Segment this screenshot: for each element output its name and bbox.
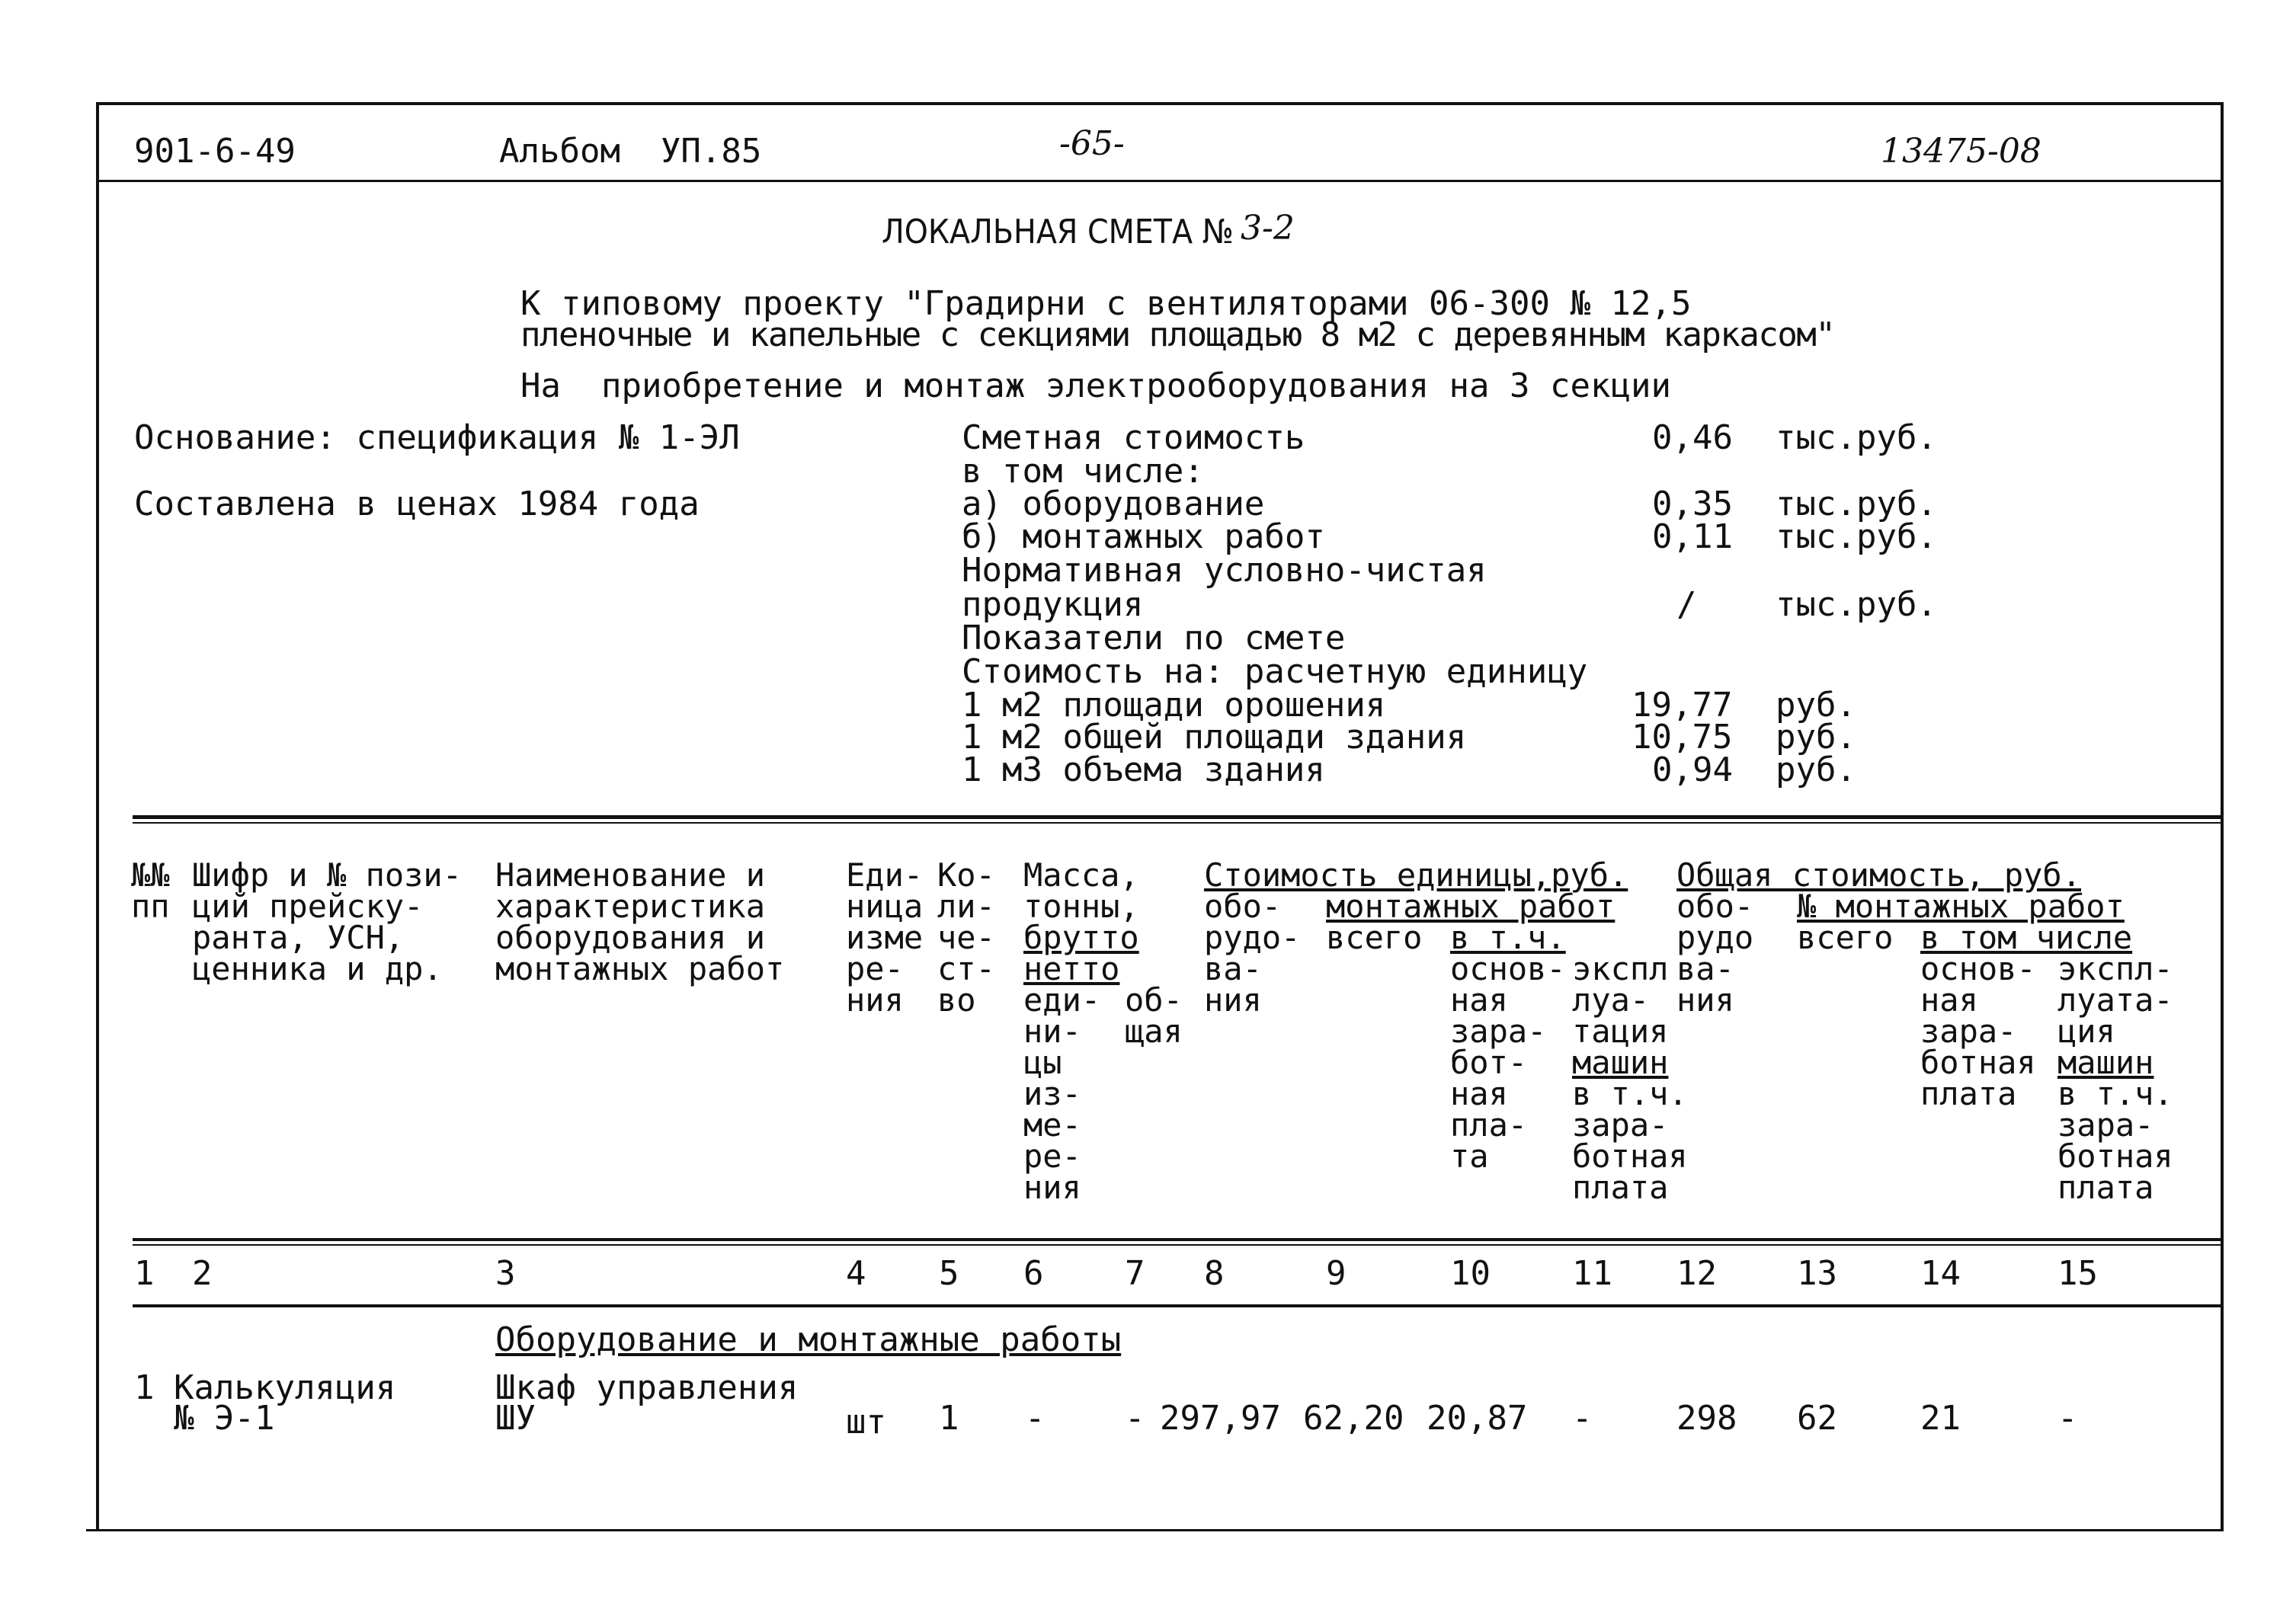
doc-code: 901-6-49 [134,132,296,171]
column-number: 11 [1572,1254,1612,1293]
col-header-machine-unit-2: машин [1572,1044,1669,1081]
header-bottom-line-2 [133,1244,2221,1246]
column-number: 15 [2057,1254,2098,1293]
col-header-name: Наименование и характеристика оборудования и монтажных работ [495,856,785,987]
summary-label: в том числе: [962,452,1204,491]
row-mont-unit-cost: 62,20 [1303,1399,1404,1438]
table-top-line-2 [133,822,2221,824]
frame-top-line [98,102,2224,105]
col-header-equip-total: обо- рудо ва- ния [1676,888,1754,1019]
header-bottom-line [133,1238,2221,1241]
column-number: 8 [1204,1254,1225,1293]
col-header-equip-unit: обо- рудо- ва- ния [1204,888,1301,1019]
column-number: 10 [1450,1254,1491,1293]
summary-label: продукция [962,585,1144,624]
col-header-wage-total: основ- ная зара- ботная плата [1920,950,2036,1112]
col-header-mass-netto: нетто [1023,950,1120,987]
table-top-line [133,815,2221,819]
col-header-wage-unit: основ- ная зара- бот- ная пла- та [1450,950,1566,1175]
frame-left-line [96,102,99,1531]
col-header-mass-total: об- щая [1125,981,1183,1050]
column-number: 13 [1797,1254,1837,1293]
col-header-incl-total: в том числе [1920,919,2133,956]
row-mass-unit: - [1025,1399,1046,1438]
row-wage-unit-cost: 20,87 [1427,1399,1528,1438]
col-header-machine-unit-3: в т.ч. [1572,1075,1688,1112]
summary-label: а) оборудование [962,485,1265,523]
summary-value: 10,75 [1632,718,1733,757]
summary-unit: тыс.руб. [1776,485,1937,523]
column-number: 5 [939,1254,959,1293]
section-title: Оборудование и монтажные работы [495,1320,1122,1359]
row-code-line-1: Калькуляция [174,1368,396,1407]
frame-right-line [2221,102,2224,1531]
column-number: 14 [1920,1254,1961,1293]
summary-unit: тыс.руб. [1776,585,1937,624]
album-label: Альбом УП.85 [499,132,762,171]
col-header-machine-total: экспл- луата- ция [2057,950,2173,1050]
row-quantity: 1 [939,1399,959,1438]
row-wage-total: 21 [1920,1399,1961,1438]
column-number: 12 [1676,1254,1717,1293]
prices-year-line: Составлена в ценах 1984 года [134,485,700,523]
col-header-mont-total-sum: всего [1797,919,1894,956]
col-header-machine-total-3: в т.ч. [2057,1075,2173,1112]
summary-value: / [1676,585,1697,624]
row-mont-total: 62 [1797,1399,1837,1438]
column-number: 9 [1326,1254,1347,1293]
summary-unit: тыс.руб. [1776,517,1937,556]
frame-bottom-line [86,1529,2224,1531]
col-header-total-cost: Общая стоимость, руб. [1676,856,2082,894]
summary-value: 0,35 [1652,485,1733,523]
basis-line: Основание: спецификация № 1-ЭЛ [134,418,740,457]
summary-value: 0,11 [1652,517,1733,556]
summary-label: 1 м3 объема здания [962,750,1325,789]
col-header-mass: Масса, тонны, [1023,856,1139,925]
col-header-num: №№ пп [131,856,170,925]
project-line-1: К типовому проекту "Градирни с вентиляторами 06-300 № 12,5 [520,284,1692,323]
estimate-heading: ЛОКАЛЬНАЯ СМЕТА № [882,213,1234,251]
summary-value: 19,77 [1632,686,1733,725]
row-name-line-2: ШУ [495,1399,536,1438]
summary-unit: руб. [1776,750,1856,789]
summary-label: Показатели по смете [962,619,1346,658]
row-equip-unit-cost: 297,97 [1160,1399,1281,1438]
column-number: 1 [134,1254,155,1293]
summary-label: Нормативная условно-чистая [962,551,1487,590]
summary-label: б) монтажных работ [962,517,1325,556]
summary-unit: тыс.руб. [1776,418,1937,457]
summary-value: 0,94 [1652,750,1733,789]
col-header-qty: Ко- ли- че- ст- во [937,856,995,1019]
col-header-machine-total-4: зара- ботная плата [2057,1106,2173,1206]
row-number: 1 [134,1368,155,1407]
column-number: 6 [1023,1254,1044,1293]
row-mass-total: - [1125,1399,1145,1438]
column-number: 7 [1125,1254,1145,1293]
summary-unit: руб. [1776,718,1856,757]
col-header-machine-unit-4: зара- ботная плата [1572,1106,1688,1206]
col-header-mont-total-unit: всего [1326,919,1423,956]
col-header-unit-cost: Стоимость единицы,руб. [1204,856,1628,894]
summary-label: Стоимость на: расчетную единицу [962,652,1588,691]
row-machine-total: - [2057,1399,2078,1438]
row-name-line-1: Шкаф управления [495,1368,799,1407]
column-number: 3 [495,1254,516,1293]
column-number: 4 [846,1254,866,1293]
row-equip-total: 298 [1676,1399,1737,1438]
summary-label: 1 м2 площади орошения [962,686,1386,725]
header-separator-line [98,180,2224,182]
row-machine-unit-cost: - [1572,1399,1593,1438]
summary-label: Сметная стоимость [962,418,1305,457]
numbers-bottom-line [133,1304,2221,1307]
summary-label: 1 м2 общей площади здания [962,718,1467,757]
page-number: -65- [1059,124,1125,163]
col-header-incl-unit: в т.ч. [1450,919,1566,956]
column-number: 2 [192,1254,213,1293]
col-header-code: Шифр и № пози- ций прейску- ранта, УСН, ценника и др. [192,856,463,987]
summary-unit: руб. [1776,686,1856,725]
col-header-mont-unit: монтажных работ [1326,888,1616,925]
summary-value: 0,46 [1652,418,1733,457]
project-line-3: На приобретение и монтаж электрооборудования на 3 секции [520,366,1671,405]
col-header-machine-unit: экспл луа- тация [1572,950,1669,1050]
col-header-machine-total-2: машин [2057,1044,2154,1081]
col-header-mont-total: № монтажных работ [1797,888,2125,925]
col-header-unit: Еди- ница изме ре- ния [846,856,924,1019]
estimate-number: 3-2 [1241,209,1295,248]
inventory-number: 13475-08 [1881,132,2041,171]
project-line-2: пленочные и капельные с секциями площадью 8 м2 с деревянным каркасом" [520,315,1835,354]
row-code-line-2: № Э-1 [174,1399,275,1438]
col-header-mass-unit: еди- ни- цы из- ме- ре- ния [1023,981,1101,1206]
row-unit: шт [846,1403,886,1441]
col-header-mass-brutto: брутто [1023,919,1139,956]
